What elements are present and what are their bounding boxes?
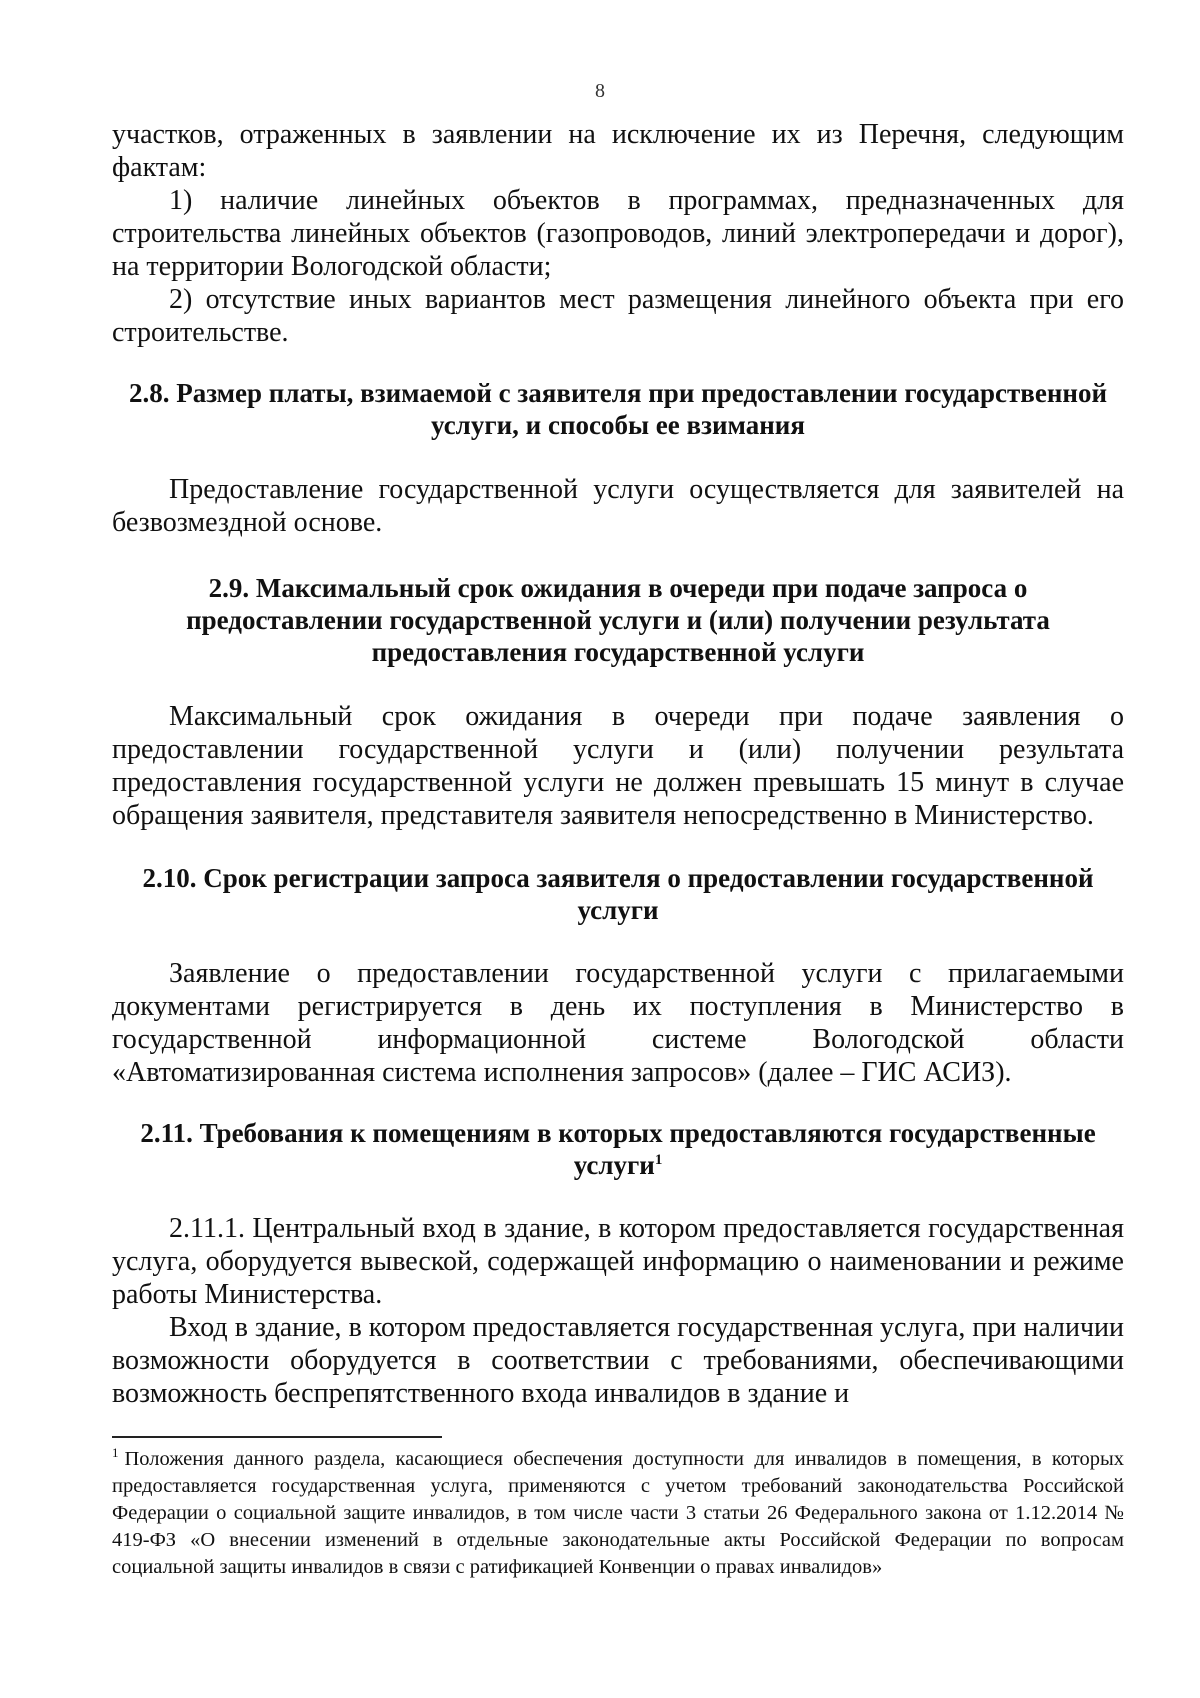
section-heading-2-10: 2.10. Срок регистрации запроса заявителя о предоставлении государственной услуги	[142, 863, 1094, 925]
section-text-2-11-entrance: Вход в здание, в котором предоставляется государственная услуга, при наличии возможности оборудуется в соответствии с требованиями, обеспечивающими возможность беспрепятственного входа инвалидов в здание и	[112, 1312, 1124, 1409]
section-heading-2-11-text: 2.11. Требования к помещениям в которых предоставляются государственные услуги	[140, 1118, 1096, 1180]
section-heading-2-8: 2.8. Размер платы, взимаемой с заявителя при предоставлении государственной услуги, и способы ее взимания	[128, 378, 1108, 440]
footnote-mark: 1	[112, 1445, 119, 1461]
section-text-2-9: Максимальный срок ожидания в очереди при подаче заявления о предоставлении государственной услуги и (или) получении результата предоставления государственной услуги не должен превышать 15 минут в случае обращения заявителя, представителя заявителя непосредственно в Министерство.	[112, 701, 1124, 831]
page-number: 8	[595, 80, 605, 102]
footnote-separator	[112, 1436, 442, 1438]
list-item-1: 1) наличие линейных объектов в программах, предназначенных для строительства линейных объектов (газопроводов, линий электропередачи и дорог), на территории Вологодской области;	[112, 185, 1124, 282]
section-heading-2-11	[112, 1117, 1124, 1181]
section-text-2-8: Предоставление государственной услуги осуществляется для заявителей на безвозмездной основе.	[112, 474, 1124, 538]
section-text-2-10: Заявление о предоставлении государственной услуги с прилагаемыми документами регистрируется в день их поступления в Министерство в государственной информационной системе Вологодской области «Автоматизированная система исполнения запросов» (далее – ГИС АСИЗ).	[112, 958, 1124, 1088]
paragraph-continuation: участков, отраженных в заявлении на исключение их из Перечня, следующим фактам:	[112, 119, 1124, 183]
section-text-2-11-1: 2.11.1. Центральный вход в здание, в котором предоставляется государственная услуга, оборудуется вывеской, содержащей информацию о наименовании и режиме работы Министерства.	[112, 1213, 1124, 1310]
footnote-text: Положения данного раздела, касающиеся обеспечения доступности для инвалидов в помещения, в которых предоставляется государственная услуга, применяются с учетом требований законодательства Российской Федерации о социальной защите инвалидов, в том числе части 3 статьи 26 Федерального закона от 1.12.2014 № 419-ФЗ «О внесении изменений в отдельные законодательные акты Российской Федерации по вопросам социальной защиты инвалидов в связи с ратификацией Конвенции о правах инвалидов»	[112, 1448, 1124, 1578]
footnote	[112, 1446, 1124, 1581]
list-item-2: 2) отсутствие иных вариантов мест размещения линейного объекта при его строительстве.	[112, 284, 1124, 348]
document-body	[112, 118, 1124, 1410]
section-heading-2-9: 2.9. Максимальный срок ожидания в очереди при подаче запроса о предоставлении государственной услуги и (или) получении результата предоставления государственной услуги	[186, 573, 1050, 667]
footnote-reference: 1	[654, 1152, 663, 1168]
